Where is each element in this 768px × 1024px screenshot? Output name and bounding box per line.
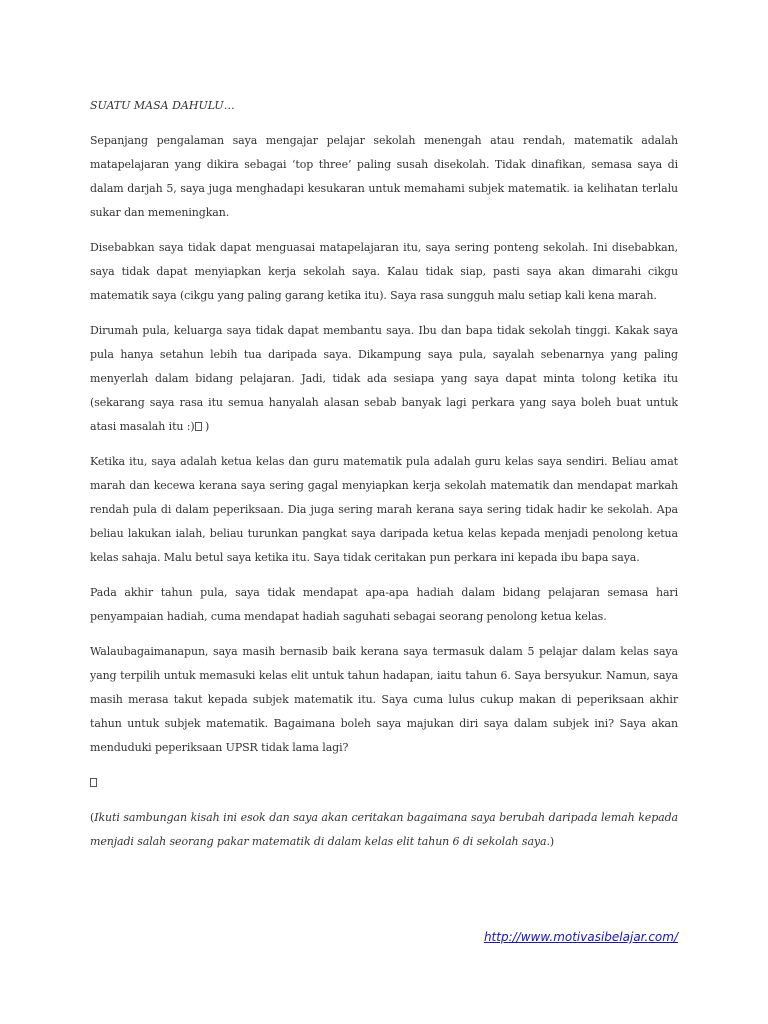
- closing-text: Ikuti sambungan kisah ini esok dan saya akan ceritakan bagaimana saya berubah daripada lemah kepada menjadi salah seorang pakar matematik di dalam kelas elit tahun 6 di sekolah saya.: [90, 811, 678, 848]
- missing-image-icon: [90, 778, 97, 787]
- paragraph-3-text: Dirumah pula, keluarga saya tidak dapat membantu saya. Ibu dan bapa tidak sekolah tinggi. Kakak saya pula hanya setahun lebih tua daripada saya. Dikampung saya pula, sayalah sebenarnya yang paling menyerlah dalam bidang pelajaran. Jadi, tidak ada sesiapa yang saya dapat minta tolong ketika itu (sekarang saya rasa itu semua hanyalah alasan sebab banyak lagi perkara yang saya boleh buat untuk atasi masalah itu :): [90, 324, 678, 433]
- document-title: SUATU MASA DAHULU…: [90, 99, 235, 112]
- paragraph-3: [90, 319, 678, 439]
- paragraph-3-tail: ): [201, 420, 210, 433]
- document-body: [90, 94, 678, 854]
- missing-emoji-icon: [195, 422, 202, 431]
- placeholder-line: [90, 771, 678, 795]
- paragraph-6: Walaubagaimanapun, saya masih bernasib baik kerana saya termasuk dalam 5 pelajar dalam kelas saya yang terpilih untuk memasuki kelas elit untuk tahun hadapan, iaitu tahun 6. Saya bersyukur. Namun, saya masih merasa takut kepada subjek matematik itu. Saya cuma lulus cukup makan di peperiksaan akhir tahun untuk subjek matematik. Bagaimana boleh saya majukan diri saya dalam subjek ini? Saya akan menduduki peperiksaan UPSR tidak lama lagi?: [90, 645, 678, 754]
- paragraph-5: Pada akhir tahun pula, saya tidak mendapat apa-apa hadiah dalam bidang pelajaran semasa hari penyampaian hadiah, cuma mendapat hadiah saguhati sebagai seorang penolong ketua kelas.: [90, 586, 678, 623]
- closing-close-paren: ): [549, 835, 555, 848]
- paragraph-4: Ketika itu, saya adalah ketua kelas dan guru matematik pula adalah guru kelas saya sendiri. Beliau amat marah dan kecewa kerana saya sering gagal menyiapkan kerja sekolah matematik dan mendapat markah rendah pula di dalam peperiksaan. Dia juga sering marah kerana saya sering tidak hadir ke sekolah. Apa beliau lakukan ialah, beliau turunkan pangkat saya daripada ketua kelas kepada menjadi penolong ketua kelas sahaja. Malu betul saya ketika itu. Saya tidak ceritakan pun perkara ini kepada ibu bapa saya.: [90, 455, 678, 564]
- footer-website-link[interactable]: http://www.motivasibelajar.com/: [483, 930, 678, 944]
- closing-note: [90, 806, 678, 854]
- paragraph-1: Sepanjang pengalaman saya mengajar pelajar sekolah menengah atau rendah, matematik adalah matapelajaran yang dikira sebagai ‘top three’ paling susah disekolah. Tidak dinafikan, semasa saya di dalam darjah 5, saya juga menghadapi kesukaran untuk memahami subjek matematik. ia kelihatan terlalu sukar dan memeningkan.: [90, 134, 678, 219]
- closing-open-paren: (: [90, 811, 95, 824]
- paragraph-2: Disebabkan saya tidak dapat menguasai matapelajaran itu, saya sering ponteng sekolah. Ini disebabkan, saya tidak dapat menyiapkan kerja sekolah saya. Kalau tidak siap, pasti saya akan dimarahi cikgu matematik saya (cikgu yang paling garang ketika itu). Saya rasa sungguh malu setiap kali kena marah.: [90, 241, 678, 302]
